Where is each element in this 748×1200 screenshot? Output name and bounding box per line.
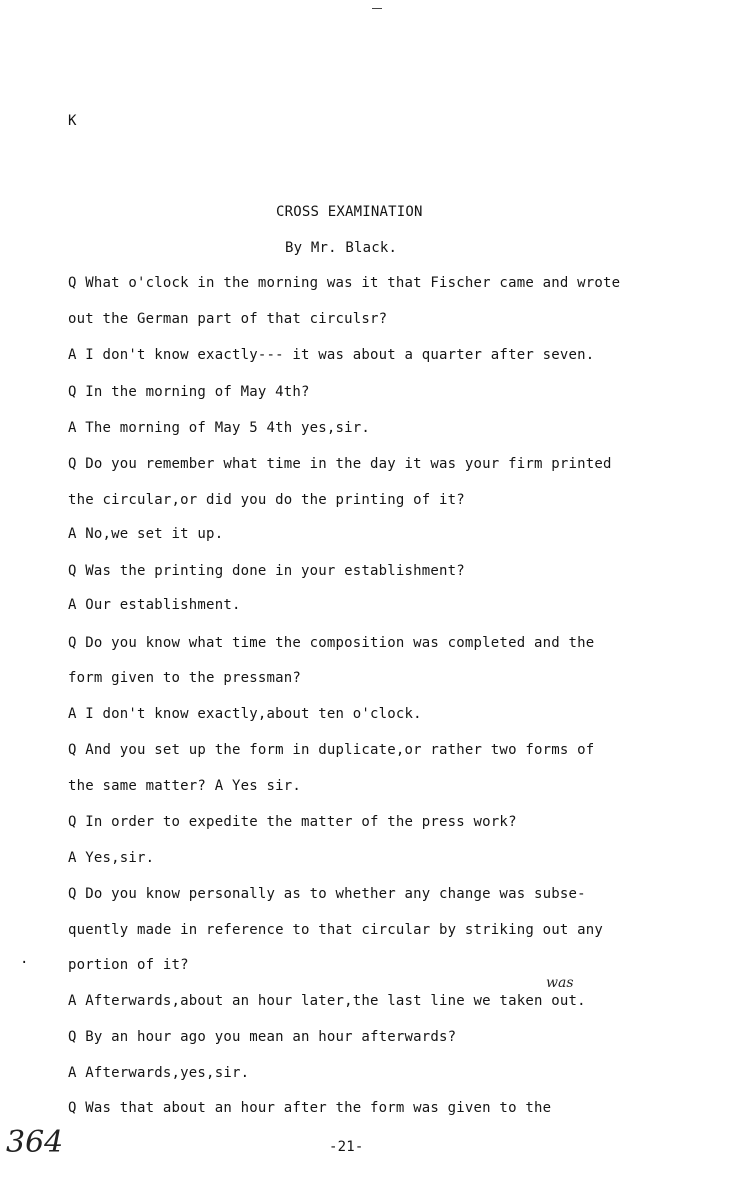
margin-letter: K [68, 113, 77, 129]
transcript-line: Q In the morning of May 4th? [68, 384, 310, 400]
transcript-line: portion of it? [68, 957, 189, 973]
scan-mark [372, 8, 382, 9]
transcript-line: Q Do you remember what time in the day it was your firm printed [68, 456, 612, 472]
transcript-line: Q Do you know personally as to whether any change was subse- [68, 886, 586, 902]
transcript-line: A Afterwards,yes,sir. [68, 1065, 250, 1081]
transcript-line: A The morning of May 5 4th yes,sir. [68, 420, 371, 436]
transcript-line: the circular,or did you do the printing of it? [68, 492, 465, 508]
handwritten-page-number: 364 [6, 1125, 64, 1160]
margin-dot: · [20, 955, 29, 971]
transcript-line: out the German part of that circulsr? [68, 311, 388, 327]
section-heading: CROSS EXAMINATION [276, 204, 423, 220]
transcript-line: form given to the pressman? [68, 670, 301, 686]
examiner-line: By Mr. Black. [285, 240, 398, 256]
transcript-line: quently made in reference to that circular by striking out any [68, 922, 603, 938]
transcript-line: the same matter? A Yes sir. [68, 778, 301, 794]
transcript-line: Q By an hour ago you mean an hour afterwards? [68, 1029, 457, 1045]
transcript-line: Q What o'clock in the morning was it that Fischer came and wrote [68, 275, 621, 291]
transcript-line: A I don't know exactly--- it was about a quarter after seven. [68, 347, 595, 363]
transcript-line: Q Was the printing done in your establishment? [68, 563, 465, 579]
transcript-line: Q Was that about an hour after the form was given to the [68, 1100, 552, 1116]
handwritten-insertion: was [546, 975, 574, 991]
transcript-line: Q Do you know what time the composition was completed and the [68, 635, 595, 651]
transcript-line: A Our establishment. [68, 597, 241, 613]
transcript-line: Q In order to expedite the matter of the press work? [68, 814, 517, 830]
transcript-line: A Yes,sir. [68, 850, 155, 866]
transcript-line: Q And you set up the form in duplicate,or rather two forms of [68, 742, 595, 758]
page-number: -21- [329, 1139, 364, 1155]
transcript-line: A Afterwards,about an hour later,the last line we taken out. [68, 993, 586, 1009]
transcript-line: A No,we set it up. [68, 526, 224, 542]
transcript-line: A I don't know exactly,about ten o'clock. [68, 706, 422, 722]
